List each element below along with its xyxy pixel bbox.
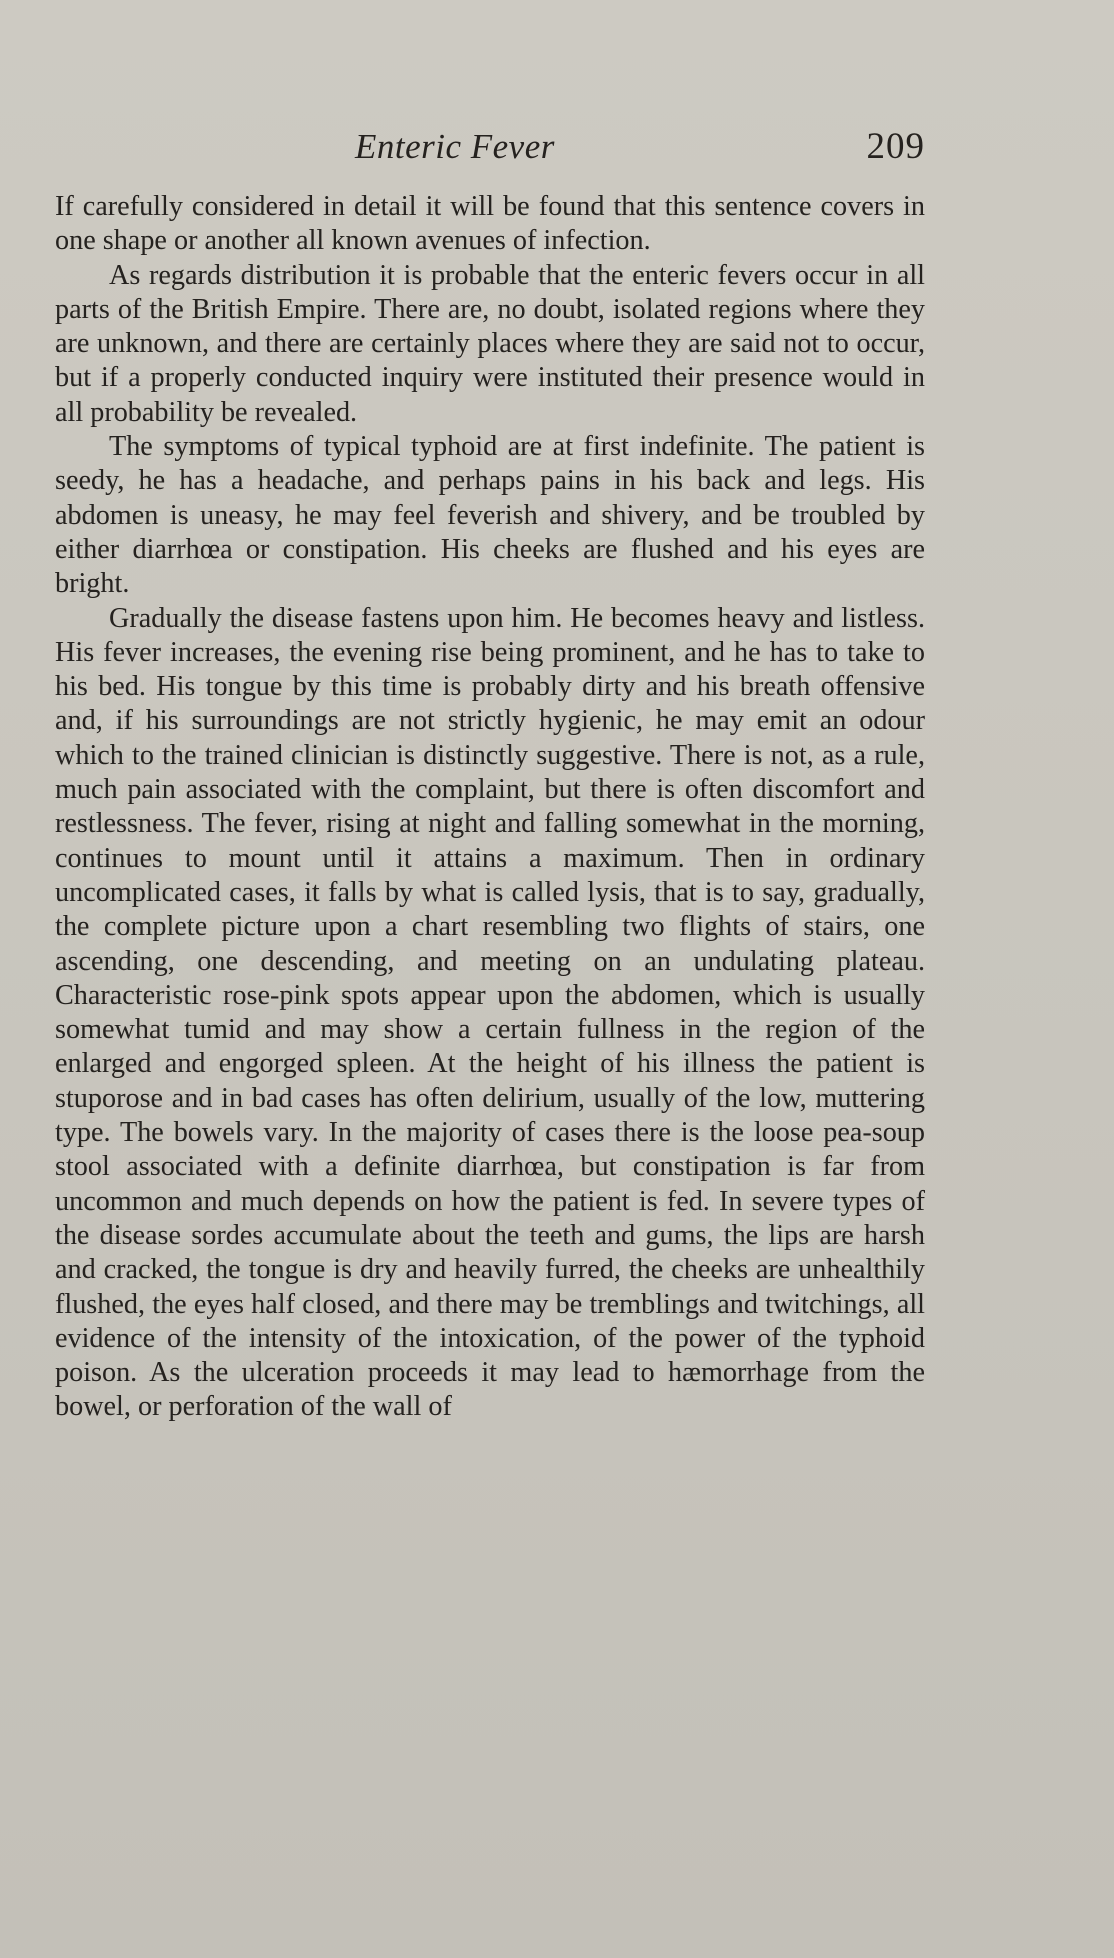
- paragraph-disease-progression: Gradually the disease fastens upon him. He becomes heavy and listless. His fever increases, the evening rise being prominent, and he has to take to his bed. His tongue by this time is probably dirty and his breath offensive and, if his surroundings are not strictly hygienic, he may emit an odour which to the trained clinician is distinctly suggestive. There is not, as a rule, much pain associated with the complaint, but there is often discomfort and restlessness. The fever, rising at night and falling somewhat in the morning, continues to mount until it attains a maximum. Then in ordinary uncomplicated cases, it falls by what is called lysis, that is to say, gradually, the complete picture upon a chart resembling two flights of stairs, one ascending, one descending, and meeting on an undulating plateau. Characteristic rose-pink spots appear upon the abdomen, which is usually somewhat tumid and may show a certain fullness in the region of the enlarged and engorged spleen. At the height of his illness the patient is stuporose and in bad cases has often delirium, usually of the low, muttering type. The bowels vary. In the majority of cases there is the loose pea-soup stool associated with a definite diarrhœa, but constipation is far from uncommon and much depends on how the patient is fed. In severe types of the disease sordes accumulate about the teeth and gums, the lips are harsh and cracked, the tongue is dry and heavily furred, the cheeks are unhealthily flushed, the eyes half closed, and there may be tremblings and twitchings, all evidence of the intensity of the intoxication, of the power of the typhoid poison. As the ulceration proceeds it may lead to hæmorrhage from the bowel, or perforation of the wall of: [55, 602, 925, 1423]
- book-page: [55, 122, 925, 1425]
- running-title: Enteric Fever: [355, 127, 555, 166]
- paragraph-distribution: As regards distribution it is probable that the enteric fevers occur in all parts of the British Empire. There are, no doubt, isolated regions where they are unknown, and there are certainly places where they are said not to occur, but if a properly conducted inquiry were instituted their presence would in all probability be revealed.: [55, 259, 925, 428]
- page-number: 209: [866, 126, 925, 167]
- paragraph-early-symptoms: The symptoms of typical typhoid are at first indefinite. The patient is seedy, he has a headache, and perhaps pains in his back and legs. His abdomen is uneasy, he may feel feverish and shivery, and be troubled by either diarrhœa or constipation. His cheeks are flushed and his eyes are bright.: [55, 431, 925, 600]
- running-head: [55, 122, 925, 182]
- body-text: [55, 190, 925, 1425]
- paragraph-infection-avenues: If carefully considered in detail it will be found that this sentence covers in one shape or another all known avenues of infection.: [55, 191, 925, 257]
